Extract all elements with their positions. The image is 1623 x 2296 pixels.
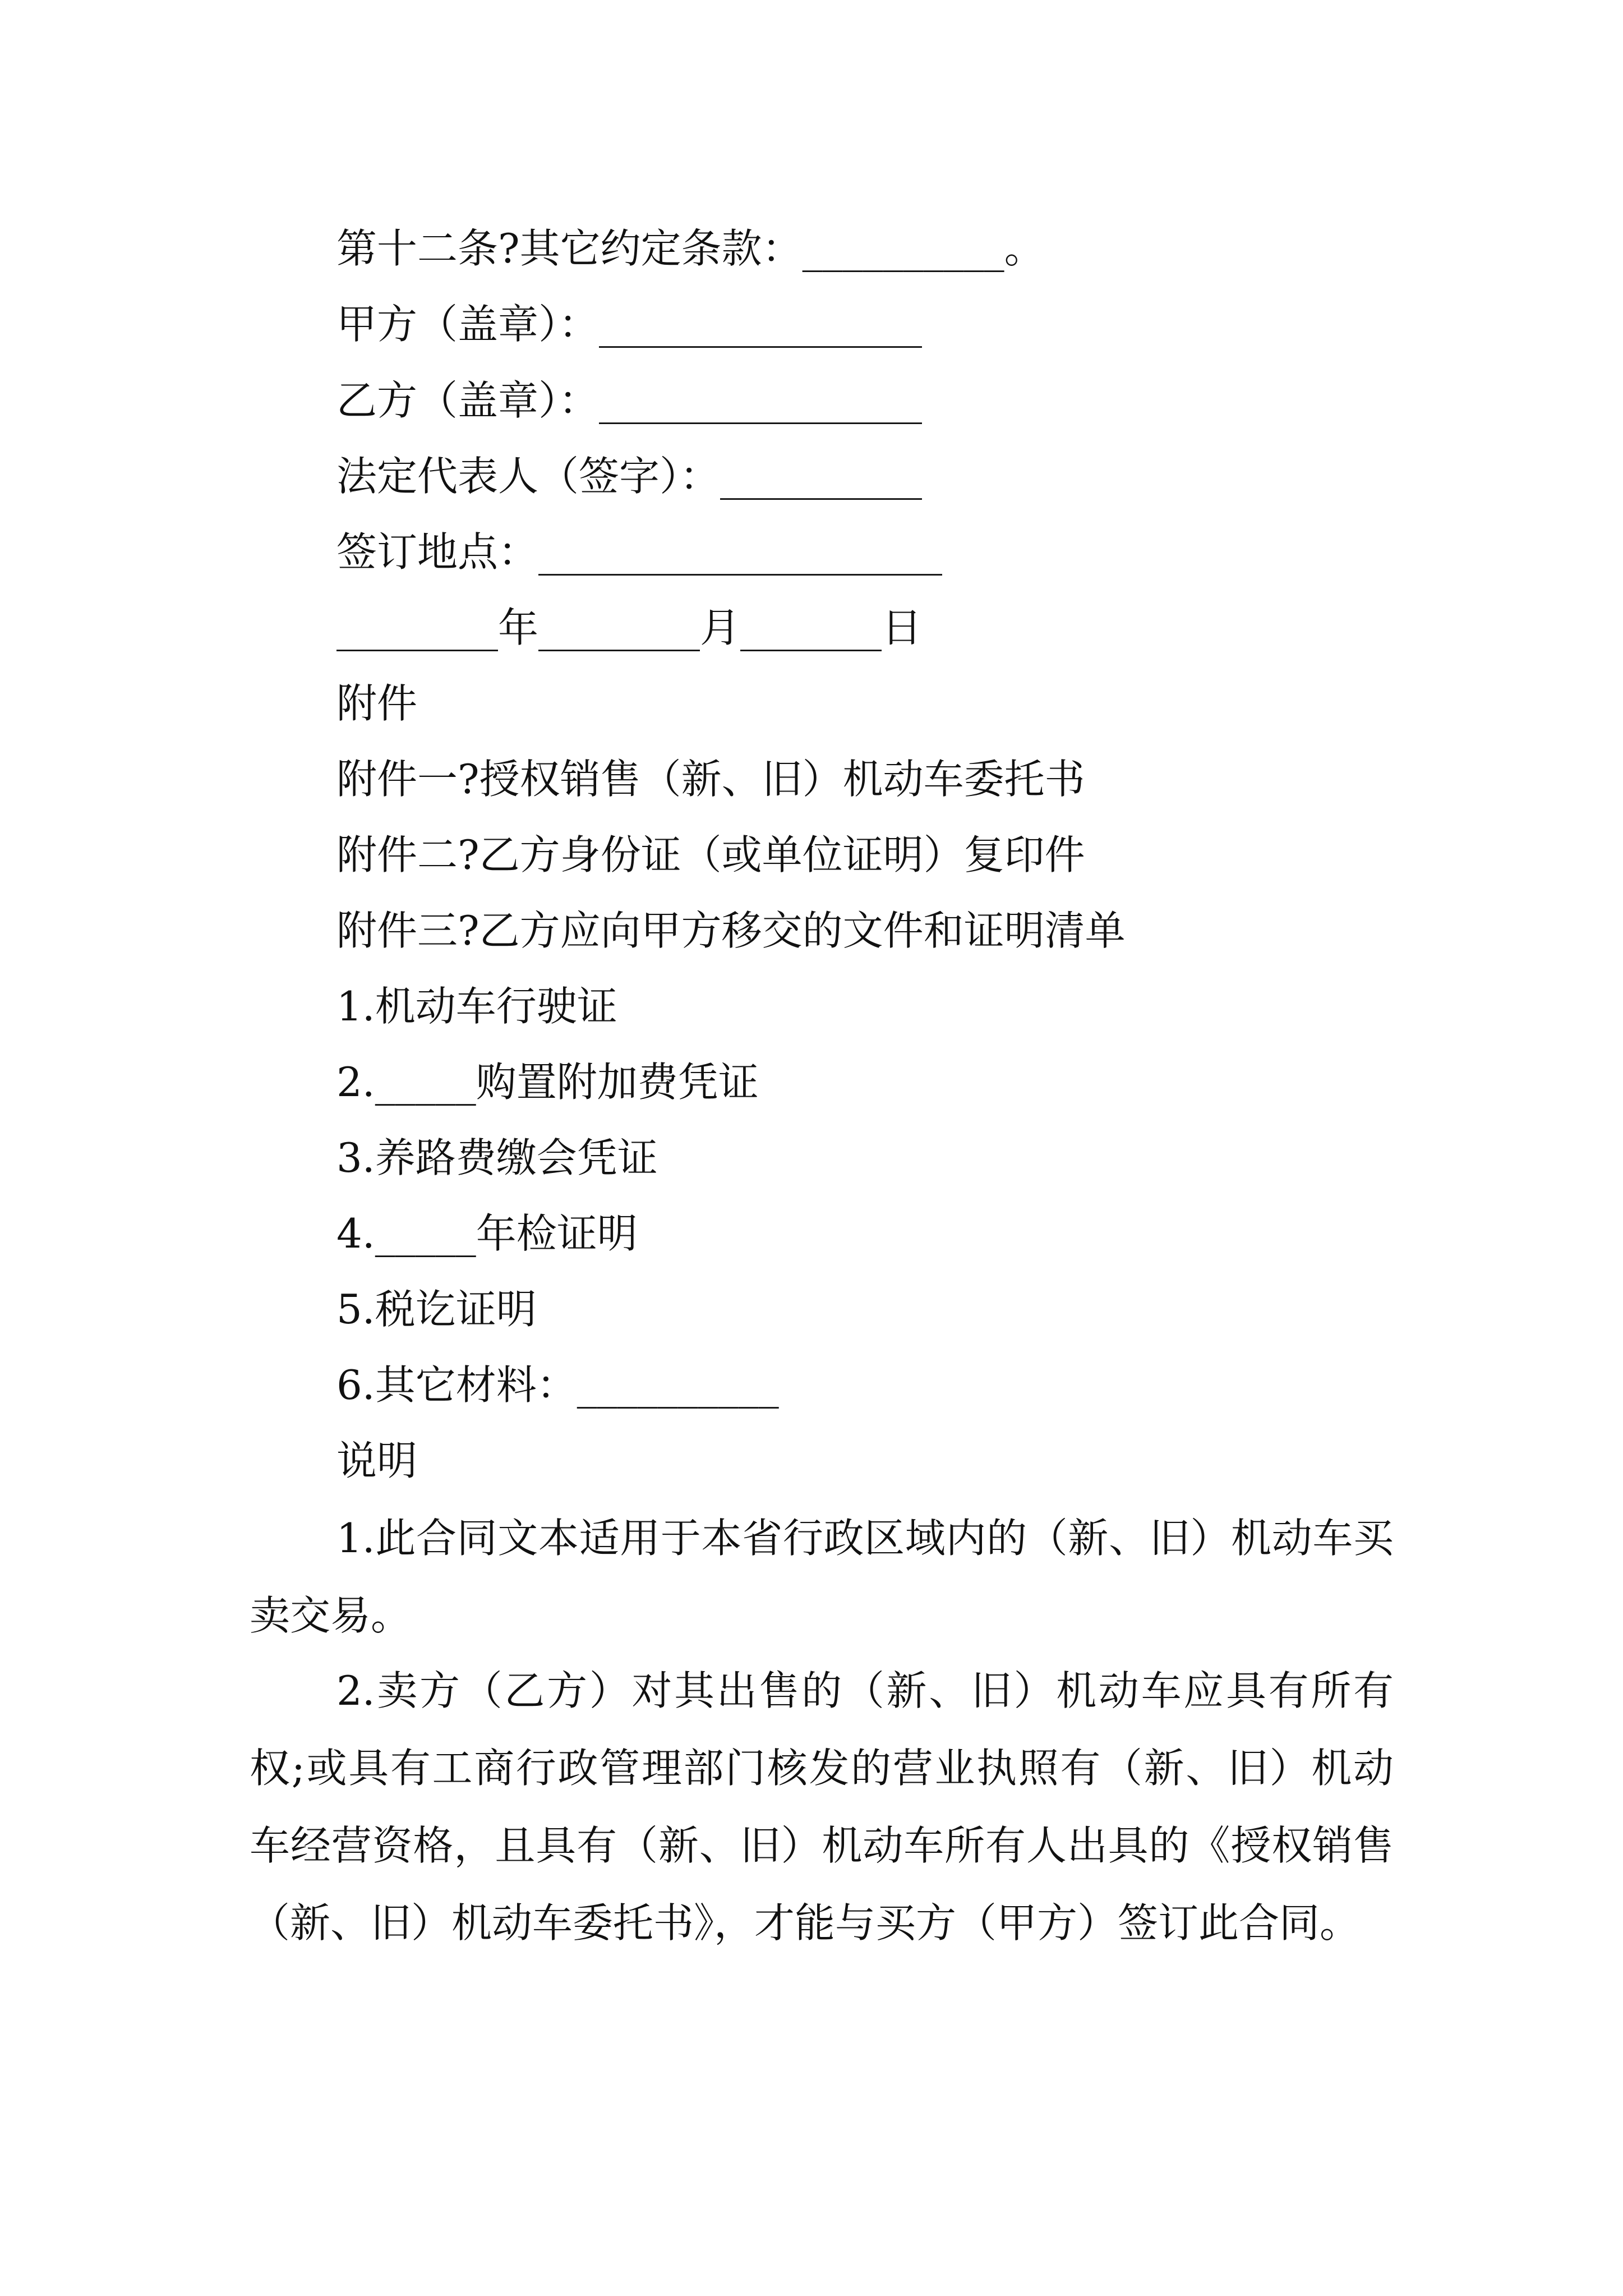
legal-representative-line: 法定代表人（签字）：__________ [336, 453, 923, 500]
party-b-seal-line: 乙方（盖章）：________________ [336, 377, 923, 424]
document-list-item-6: 6.其它材料：__________ [336, 1361, 779, 1409]
note-paragraph-1: 1.此合同文本适用于本省行政区域内的（新、旧）机动车买卖交易。 [250, 1515, 1394, 1639]
document-list-item-1: 1.机动车行驶证 [336, 983, 617, 1030]
party-a-seal-line: 甲方（盖章）：________________ [336, 301, 923, 348]
note-paragraph-2: 2.卖方（乙方）对其出售的（新、旧）机动车应具有所有权;或具有工商行政管理部门核发的营业执照有（新、旧）机动车经营资格，且具有（新、旧）机动车所有人出具的《授权销售（新、旧）机动车委托书》，才能与买方（甲方）签订此合同。 [250, 1667, 1394, 1947]
attachment-2: 附件二?乙方身份证（或单位证明）复印件 [336, 831, 1085, 878]
article-12-line: 第十二条?其它约定条款：__________。 [336, 225, 1045, 272]
document-list-item-3: 3.养路费缴会凭证 [336, 1134, 658, 1181]
notes-heading: 说明 [336, 1437, 418, 1484]
document-list-item-5: 5.税讫证明 [336, 1286, 537, 1333]
signing-place-line: 签订地点：____________________ [336, 528, 943, 576]
signing-date-line: ________年________月_______日 [336, 604, 922, 651]
attachment-1: 附件一?授权销售（新、旧）机动车委托书 [336, 756, 1085, 803]
document-list-item-2: 2._____购置附加费凭证 [336, 1059, 759, 1106]
attachments-heading: 附件 [336, 680, 418, 727]
document-list-item-4: 4._____年检证明 [336, 1210, 638, 1257]
attachment-3: 附件三?乙方应向甲方移交的文件和证明清单 [336, 907, 1126, 954]
